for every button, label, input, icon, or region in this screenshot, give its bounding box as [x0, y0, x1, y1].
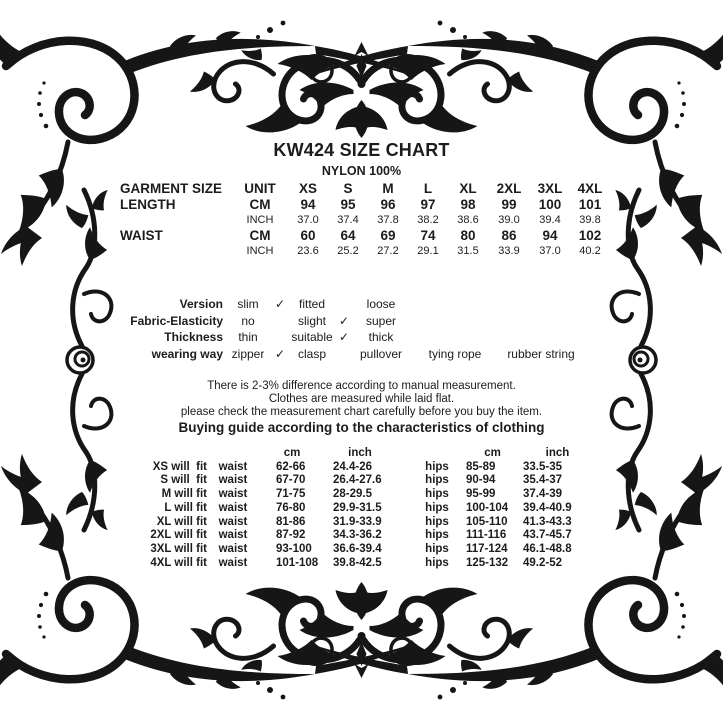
measurement-notes	[0, 380, 723, 419]
unit-label: CM	[249, 228, 271, 243]
size-value: 102	[578, 228, 602, 243]
header-size: 3XL	[537, 181, 563, 196]
check-mark	[337, 296, 351, 313]
char-option	[411, 313, 499, 330]
char-option: fitted	[298, 297, 325, 311]
guide-part: hips	[425, 488, 449, 501]
length-inch-row	[120, 213, 610, 228]
guide-header-row	[87, 447, 595, 461]
guide-value: 90-94	[466, 474, 496, 487]
row-label	[120, 213, 232, 228]
char-option	[411, 329, 499, 346]
size-value: 31.5	[457, 245, 479, 257]
size-value: 64	[340, 228, 356, 243]
guide-row	[87, 516, 595, 530]
guide-part: waist	[218, 542, 248, 555]
header-size: S	[343, 181, 353, 196]
char-option: no	[241, 313, 255, 328]
guide-part: waist	[218, 501, 248, 514]
guide-value: 46.1-48.8	[523, 542, 572, 555]
guide-value: 34.3-36.2	[333, 529, 382, 542]
guide-value: 125-132	[466, 556, 509, 569]
check-mark: ✓	[274, 346, 286, 361]
size-value: 97	[420, 197, 436, 212]
guide-size: XL will fit	[156, 515, 207, 528]
size-value: 99	[501, 197, 517, 212]
char-option: super	[365, 313, 397, 328]
guide-value: 76-80	[276, 501, 306, 514]
guide-part: waist	[218, 460, 248, 473]
char-option: slim	[237, 297, 259, 311]
char-option: pullover	[359, 346, 403, 361]
size-header-row	[120, 181, 610, 197]
size-value: 37.4	[337, 214, 359, 226]
guide-value: 24.4-26	[333, 460, 373, 473]
guide-value: 39.4-40.9	[523, 501, 572, 514]
char-option: suitable	[291, 330, 333, 345]
guide-part: hips	[425, 460, 449, 473]
guide-value: 26.4-27.6	[333, 474, 382, 487]
guide-value: 41.3-43.3	[523, 515, 572, 528]
size-value: 40.2	[579, 245, 601, 257]
guide-value: 33.5-35	[523, 460, 563, 473]
buying-guide-title: Buying guide according to the characteristics of clothing	[178, 420, 545, 435]
guide-part: hips	[425, 474, 449, 487]
size-value: 29.1	[417, 245, 439, 257]
char-option: slight	[297, 313, 326, 328]
check-mark	[273, 313, 287, 330]
size-value: 23.6	[297, 245, 319, 257]
guide-size: 4XL will fit	[150, 556, 207, 569]
length-cm-row	[120, 197, 610, 213]
guide-value: 117-124	[466, 542, 508, 555]
guide-value: 36.6-39.4	[333, 542, 382, 555]
size-value: 101	[578, 197, 602, 212]
guide-value: 67-70	[276, 474, 306, 487]
row-label	[120, 244, 232, 259]
size-value: 100	[538, 197, 562, 212]
size-value: 74	[420, 228, 436, 243]
header-inch: inch	[348, 447, 372, 459]
size-value: 80	[460, 228, 476, 243]
guide-size: 2XL will fit	[150, 529, 207, 542]
header-size: M	[382, 181, 394, 196]
size-value: 69	[380, 228, 396, 243]
char-label: wearing way	[151, 346, 223, 361]
note-line: Clothes are measured while laid flat.	[268, 393, 455, 405]
row-label: LENGTH	[120, 197, 176, 212]
guide-value: 29.9-31.5	[333, 501, 382, 514]
guide-row	[87, 557, 595, 571]
header-cm: cm	[484, 447, 501, 459]
guide-value: 71-75	[276, 488, 306, 501]
guide-value: 39.8-42.5	[333, 556, 382, 569]
char-label: Version	[179, 297, 223, 311]
characteristics-grid	[73, 296, 583, 362]
guide-value: 35.4-37	[523, 474, 563, 487]
garment-size-table	[120, 181, 610, 259]
size-value: 39.0	[498, 214, 520, 226]
header-garment-size: GARMENT SIZE	[120, 181, 223, 196]
guide-size: M will fit	[161, 488, 207, 501]
char-label: Thickness	[164, 330, 223, 345]
header-size: 4XL	[577, 181, 603, 196]
guide-value: 100-104	[466, 501, 509, 514]
waist-cm-row	[120, 228, 610, 244]
guide-value: 111-116	[466, 529, 507, 542]
check-mark	[273, 329, 287, 346]
guide-value: 95-99	[466, 488, 496, 501]
unit-label: INCH	[246, 245, 274, 257]
size-value: 95	[340, 197, 356, 212]
guide-size: L will fit	[164, 501, 207, 514]
buying-guide-table	[87, 447, 595, 570]
fabric-subtitle: NYLON 100%	[321, 164, 402, 178]
size-value: 39.4	[539, 214, 561, 226]
guide-row	[87, 529, 595, 543]
guide-value: 81-86	[276, 515, 306, 528]
check-mark: ✓	[274, 297, 286, 311]
guide-value: 37.4-39	[523, 488, 563, 501]
guide-value: 93-100	[276, 542, 312, 555]
size-value: 37.0	[539, 245, 561, 257]
size-value: 86	[501, 228, 517, 243]
size-value: 38.2	[417, 214, 439, 226]
size-value: 98	[460, 197, 476, 212]
guide-row	[87, 488, 595, 502]
header-size: L	[423, 181, 433, 196]
guide-row	[87, 461, 595, 475]
header-size: XS	[298, 181, 317, 196]
size-value: 33.9	[498, 245, 520, 257]
note-line: There is 2-3% difference according to manual measurement.	[207, 380, 516, 392]
guide-part: hips	[425, 515, 449, 528]
guide-size: 3XL will fit	[150, 542, 207, 555]
size-value: 94	[300, 197, 316, 212]
guide-part: waist	[218, 515, 248, 528]
size-value: 37.8	[377, 214, 399, 226]
guide-value: 105-110	[466, 515, 508, 528]
guide-row	[87, 543, 595, 557]
size-value: 96	[380, 197, 396, 212]
char-option: thin	[238, 330, 258, 345]
guide-part: hips	[425, 529, 449, 542]
guide-size: S will fit	[160, 474, 207, 487]
guide-value: 85-89	[466, 460, 496, 473]
char-option: rubber string	[507, 346, 575, 361]
char-option	[499, 296, 583, 313]
guide-value: 28-29.5	[333, 488, 373, 501]
guide-value: 31.9-33.9	[333, 515, 382, 528]
guide-row	[87, 474, 595, 488]
guide-value: 62-66	[276, 460, 306, 473]
size-value: 39.8	[579, 214, 601, 226]
char-option	[499, 329, 583, 346]
char-option: tying rope	[428, 346, 482, 361]
guide-part: waist	[218, 474, 248, 487]
note-line: please check the measurement chart carefully before you buy the item.	[180, 406, 543, 418]
check-mark	[337, 346, 351, 363]
guide-part: hips	[425, 542, 449, 555]
guide-row	[87, 502, 595, 516]
char-option	[499, 313, 583, 330]
header-unit: UNIT	[244, 181, 276, 196]
size-value: 38.6	[457, 214, 479, 226]
char-option: zipper	[231, 346, 265, 361]
char-option	[411, 296, 499, 313]
char-option: loose	[366, 297, 396, 311]
size-value: 37.0	[297, 214, 319, 226]
guide-part: waist	[218, 556, 248, 569]
size-value: 27.2	[377, 245, 399, 257]
size-value: 94	[542, 228, 558, 243]
unit-label: INCH	[246, 214, 274, 226]
size-value: 60	[300, 228, 316, 243]
guide-part: hips	[425, 501, 449, 514]
check-mark: ✓	[338, 330, 350, 345]
guide-part: hips	[425, 556, 449, 569]
guide-value: 49.2-52	[523, 556, 563, 569]
check-mark: ✓	[338, 313, 350, 328]
page-title: KW424 SIZE CHART	[273, 140, 450, 160]
size-value: 25.2	[337, 245, 359, 257]
char-label: Fabric-Elasticity	[130, 313, 223, 328]
header-size: 2XL	[496, 181, 522, 196]
char-option: thick	[368, 330, 394, 345]
char-option: clasp	[297, 346, 326, 361]
header-cm: cm	[283, 447, 301, 459]
guide-part: waist	[218, 488, 248, 501]
header-size: XL	[459, 181, 477, 196]
guide-part: waist	[218, 529, 248, 542]
guide-value: 43.7-45.7	[523, 529, 572, 542]
header-inch: inch	[545, 447, 570, 459]
waist-inch-row	[120, 244, 610, 259]
unit-label: CM	[249, 197, 271, 212]
guide-value: 101-108	[276, 556, 319, 569]
guide-value: 87-92	[276, 529, 306, 542]
guide-size: XS will fit	[152, 460, 207, 473]
row-label: WAIST	[120, 228, 163, 243]
